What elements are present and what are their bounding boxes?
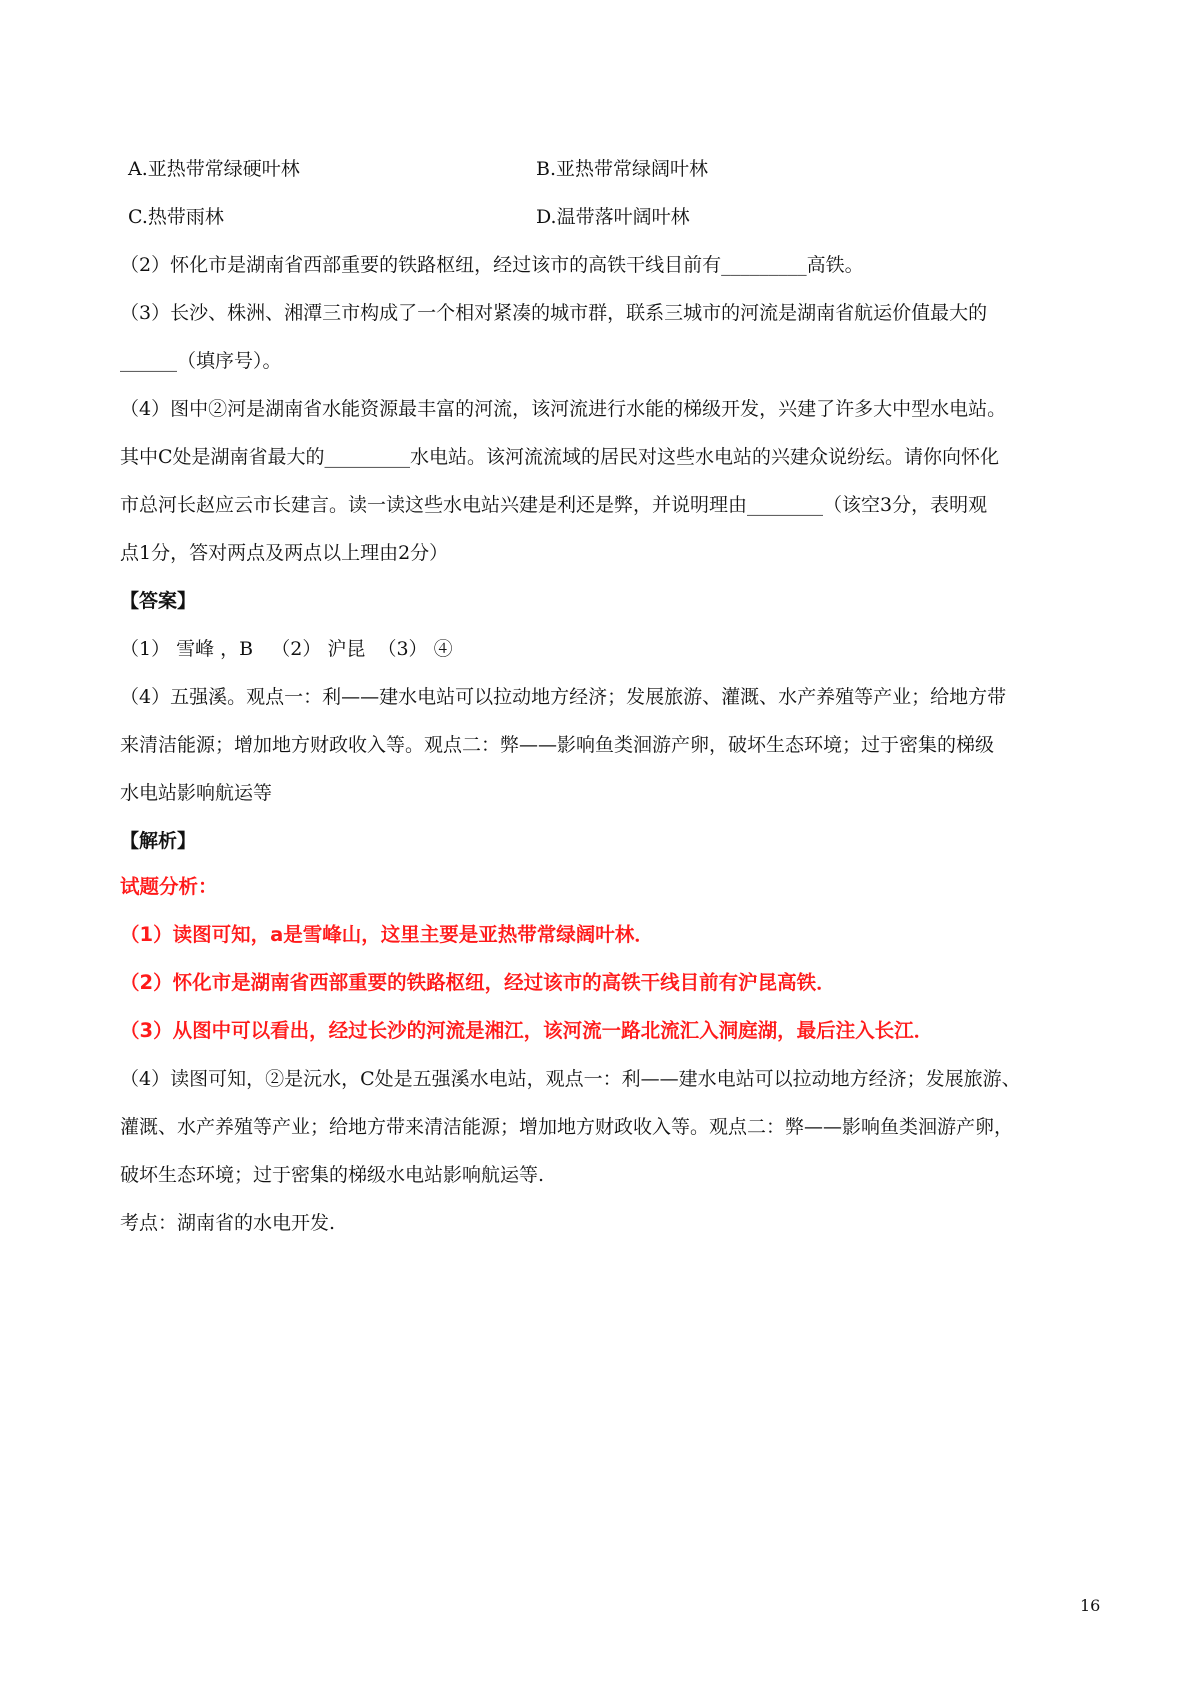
answer-line-1: （1） 雪峰 ，B （2） 沪昆 （3） ④ <box>120 638 453 660</box>
analysis-point-3: （3）从图中可以看出，经过长沙的河流是湘江，该河流一路北流汇入洞庭湖，最后注入长江． <box>120 1019 934 1042</box>
option-b: B.亚热带常绿阔叶林 <box>536 158 709 180</box>
option-a: A.亚热带常绿硬叶林 <box>128 158 300 180</box>
analysis-heading: 【解析】 <box>120 830 197 852</box>
analysis-point-4-line-1: （4）读图可知，②是沅水，C处是五强溪水电站，观点一：利——建水电站可以拉动地方经济；发展旅游、 <box>120 1068 1021 1090</box>
question-4-line-2: 其中C处是湖南省最大的_________水电站。该河流流域的居民对这些水电站的兴建众说纷纭。请你向怀化 <box>120 446 1000 468</box>
question-4-line-1: （4）图中②河是湖南省水能资源最丰富的河流，该河流进行水能的梯级开发，兴建了许多大中型水电站。 <box>120 398 1007 420</box>
analysis-kaodian: 考点：湖南省的水电开发. <box>120 1212 336 1234</box>
answer-line-2: （4）五强溪。观点一：利——建水电站可以拉动地方经济；发展旅游、灌溉、水产养殖等产业；给地方带 <box>120 686 1007 708</box>
analysis-point-4-line-2: 灌溉、水产养殖等产业；给地方带来清洁能源；增加地方财政收入等。观点二：弊——影响鱼类洄游产卵， <box>120 1116 1014 1138</box>
question-3-line-1: （3）长沙、株洲、湘潭三市构成了一个相对紧凑的城市群，联系三城市的河流是湖南省航运价值最大的 <box>120 302 988 324</box>
analysis-point-1: （1）读图可知，a是雪峰山，这里主要是亚热带常绿阔叶林． <box>120 923 654 946</box>
analysis-point-4-line-3: 破坏生态环境；过于密集的梯级水电站影响航运等. <box>120 1164 545 1186</box>
option-d: D.温带落叶阔叶林 <box>536 206 690 228</box>
analysis-subheading: 试题分析： <box>120 875 218 898</box>
analysis-point-2: （2）怀化市是湖南省西部重要的铁路枢纽，经过该市的高铁干线目前有沪昆高铁． <box>120 971 836 994</box>
question-4-line-4: 点1分，答对两点及两点以上理由2分） <box>120 542 449 564</box>
page-number: 16 <box>1080 1596 1101 1615</box>
question-4-line-3: 市总河长赵应云市长建言。读一读这些水电站兴建是利还是弊，并说明理由________（该空3分，表明观 <box>120 494 988 516</box>
question-3-line-2: ______（填序号）。 <box>120 350 282 372</box>
answer-heading: 【答案】 <box>120 590 197 612</box>
option-c: C.热带雨林 <box>128 206 224 228</box>
answer-line-3: 来清洁能源；增加地方财政收入等。观点二：弊——影响鱼类洄游产卵，破坏生态环境；过于密集的梯级 <box>120 734 995 756</box>
answer-line-4: 水电站影响航运等 <box>120 782 273 804</box>
question-2: （2）怀化市是湖南省西部重要的铁路枢纽，经过该市的高铁干线目前有_________高铁。 <box>120 254 864 276</box>
